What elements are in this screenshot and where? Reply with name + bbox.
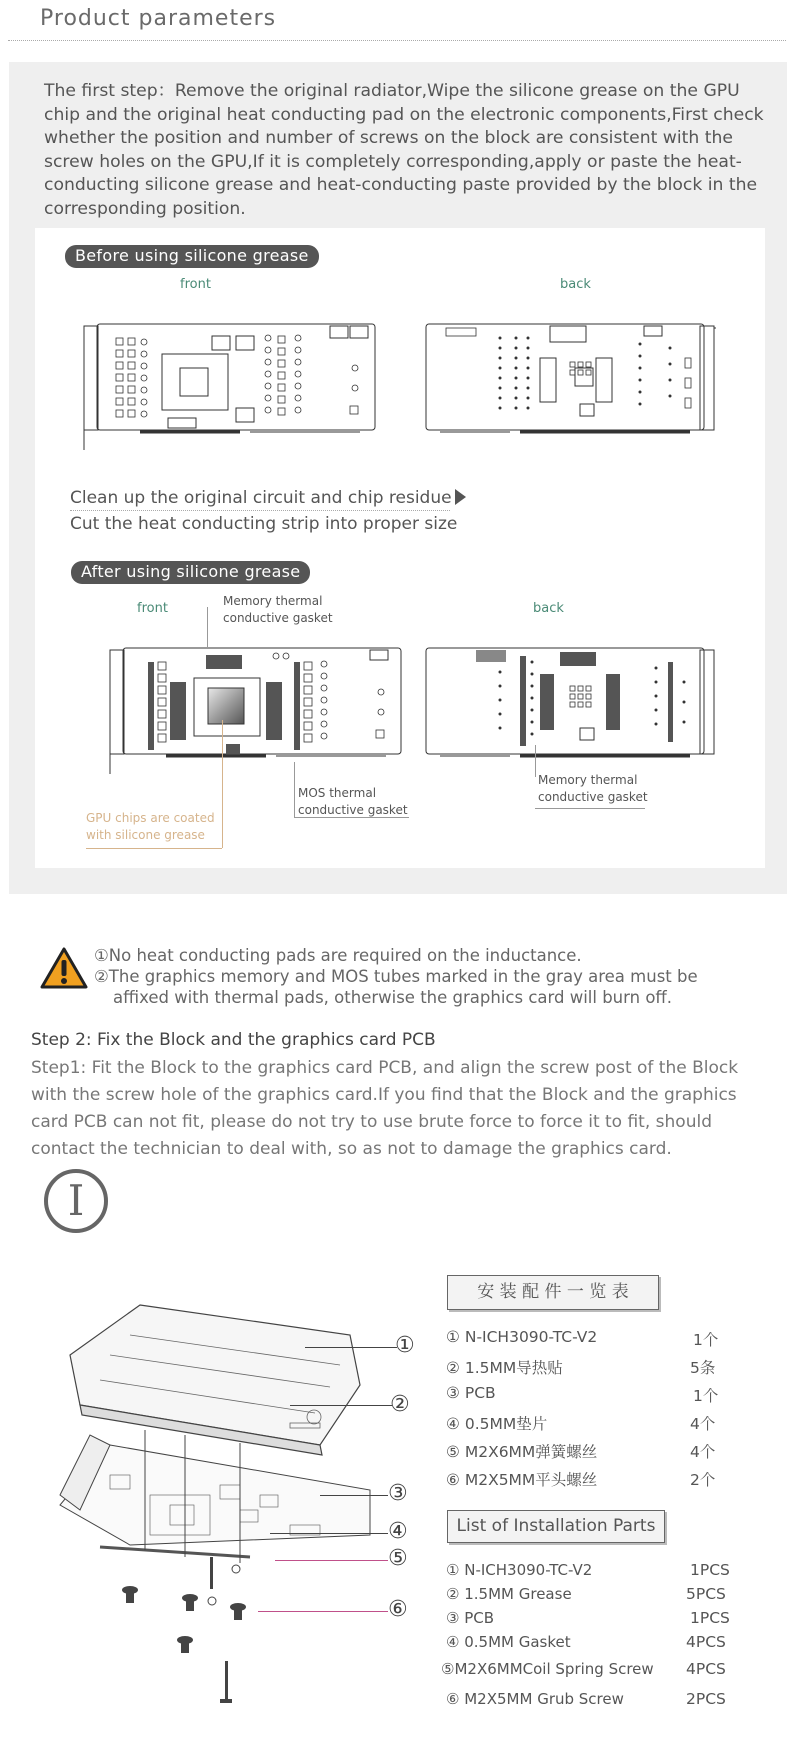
clean-line-2: Cut the heat conducting strip into proper size <box>70 514 458 534</box>
clean-divider <box>70 510 450 511</box>
parts-cn-row-2: ② 1.5MM导热贴 <box>446 1359 563 1377</box>
after-front-label: front <box>137 601 168 616</box>
memory-front-note: Memory thermal conductive gasket <box>223 594 333 625</box>
after-back-label: back <box>533 601 564 616</box>
callout-4: ④ <box>388 1519 408 1544</box>
parts-cn-title: 安 装 配 件 一 览 表 <box>447 1275 659 1310</box>
parts-en-qty-4: 4PCS <box>686 1633 726 1651</box>
callout-6: ⑥ <box>388 1597 408 1622</box>
warning-line-2: ②The graphics memory and MOS tubes marked in the gray area must be <box>94 967 698 986</box>
header-divider <box>8 40 786 41</box>
step2-text: Step1: Fit the Block to the graphics card PCB, and align the screw post of the Block with the screw hole of the graphics card.If you find that the Block and the graphics card PCB can not fit, please do not try to use brute force to force it to fit, should contact the technician to deal with, so as not to damage the graphics card. <box>31 1058 739 1159</box>
warning-icon <box>40 946 88 990</box>
warning-line-1: ①No heat conducting pads are required on the inductance. <box>94 946 582 965</box>
memory-back-note: Memory thermal conductive gasket <box>538 773 648 804</box>
callout-5-leader <box>275 1560 388 1561</box>
parts-en-row-2: ② 1.5MM Grease <box>446 1585 572 1603</box>
gpu-leader <box>222 720 223 848</box>
callout-4-leader <box>270 1533 388 1534</box>
memory-front-leader <box>207 607 208 647</box>
before-back-label: back <box>560 277 591 292</box>
pcb-front-after-diagram <box>106 642 406 774</box>
memory-back-underline <box>535 808 645 809</box>
parts-en-row-1: ① N-ICH3090-TC-V2 <box>446 1561 593 1579</box>
parts-cn-row-3: ③ PCB <box>446 1384 496 1402</box>
parts-cn-qty-1: 1个 <box>693 1331 719 1349</box>
clean-line-1: Clean up the original circuit and chip residue <box>70 488 466 508</box>
parts-cn-row-1: ① N-ICH3090-TC-V2 <box>446 1328 598 1346</box>
callout-3-leader <box>320 1495 388 1496</box>
parts-cn-qty-4: 4个 <box>690 1415 716 1433</box>
parts-en-title: List of Installation Parts <box>447 1510 665 1543</box>
step-number-circle: Ⅰ <box>44 1169 108 1233</box>
parts-en-row-5: ⑤M2X6MMCoil Spring Screw <box>441 1660 654 1678</box>
parts-en-row-3: ③ PCB <box>446 1609 495 1627</box>
parts-cn-row-4: ④ 0.5MM垫片 <box>446 1415 548 1433</box>
callout-3: ③ <box>388 1481 408 1506</box>
parts-en-qty-5: 4PCS <box>686 1660 726 1678</box>
parts-en-qty-3: 1PCS <box>690 1609 730 1627</box>
pcb-front-before-diagram <box>80 318 380 450</box>
parts-cn-row-5: ⑤ M2X6MM弹簧螺丝 <box>446 1443 598 1461</box>
callout-1: ① <box>395 1333 415 1358</box>
pcb-back-after-diagram <box>420 642 720 774</box>
gpu-underline <box>86 848 222 849</box>
callout-2-leader <box>290 1405 392 1406</box>
mos-note: MOS thermal conductive gasket <box>298 786 408 817</box>
mos-leader <box>294 762 295 817</box>
pcb-back-before-diagram <box>420 318 720 450</box>
page-title: Product parameters <box>40 6 277 31</box>
callout-1-leader <box>305 1347 397 1348</box>
callout-6-leader <box>258 1611 388 1612</box>
callout-2: ② <box>390 1392 410 1417</box>
parts-en-row-6: ⑥ M2X5MM Grub Screw <box>446 1690 624 1708</box>
parts-cn-qty-5: 4个 <box>690 1443 716 1461</box>
before-pill: Before using silicone grease <box>65 245 319 268</box>
after-pill: After using silicone grease <box>71 561 310 584</box>
callout-5: ⑤ <box>388 1546 408 1571</box>
parts-cn-row-6: ⑥ M2X5MM平头螺丝 <box>446 1471 598 1489</box>
before-front-label: front <box>180 277 211 292</box>
parts-en-row-4: ④ 0.5MM Gasket <box>446 1633 571 1651</box>
parts-en-qty-2: 5PCS <box>686 1585 726 1603</box>
step1-text: The first step：Remove the original radiator,Wipe the silicone grease on the GPU chip and the original heat conducting pad on the electronic components,First check whether the position and number of screws on the block are consistent with the screw holes on the GPU,If it is completely corresponding,apply or paste the heat-conducting silicone grease and heat-conducting paste provided by the block in the corresponding position. <box>44 81 764 219</box>
parts-cn-qty-6: 2个 <box>690 1471 716 1489</box>
gpu-note: GPU chips are coated with silicone grease <box>86 811 215 842</box>
parts-cn-qty-2: 5条 <box>690 1359 716 1377</box>
parts-en-qty-6: 2PCS <box>686 1690 726 1708</box>
parts-cn-qty-3: 1个 <box>693 1387 719 1405</box>
memory-back-leader <box>535 745 536 777</box>
parts-en-qty-1: 1PCS <box>690 1561 730 1579</box>
warning-line-3: affixed with thermal pads, otherwise the graphics card will burn off. <box>113 988 673 1007</box>
play-triangle-icon <box>455 489 466 505</box>
step2-title: Step 2: Fix the Block and the graphics card PCB <box>31 1030 436 1050</box>
exploded-assembly-diagram <box>50 1295 380 1735</box>
